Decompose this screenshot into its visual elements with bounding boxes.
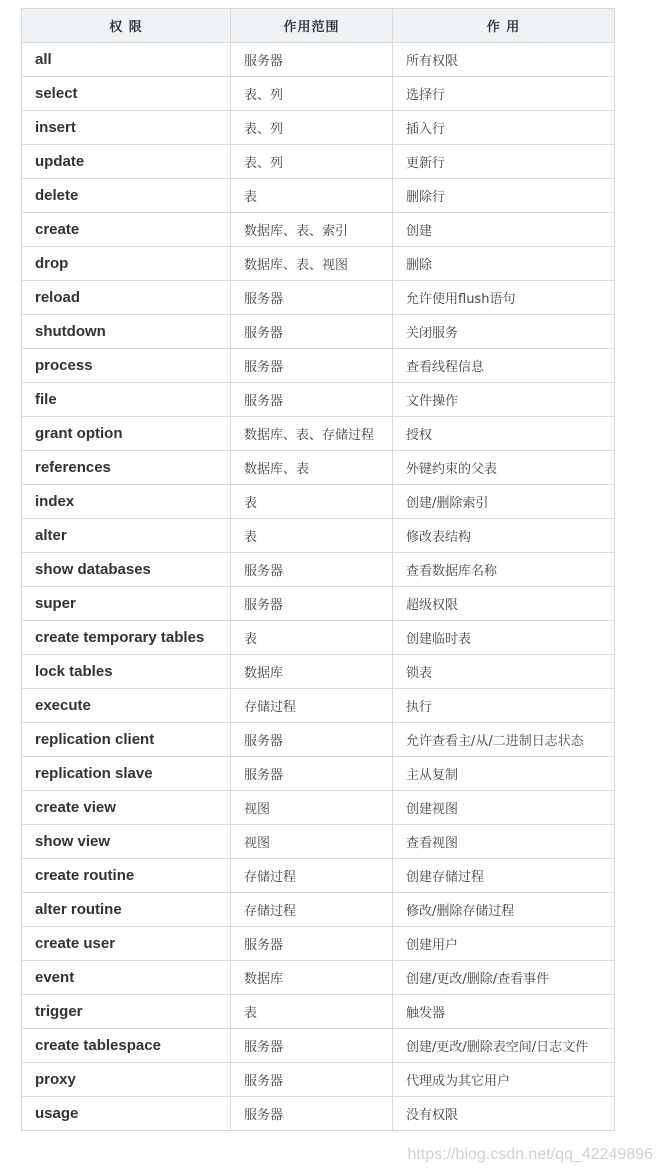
table-row xyxy=(22,723,615,757)
table-row xyxy=(22,417,615,451)
cell-scope: 服务器 xyxy=(231,281,393,315)
table-row xyxy=(22,1097,615,1131)
table-row xyxy=(22,859,615,893)
cell-privilege: show databases xyxy=(22,553,231,587)
cell-function: 外键约束的父表 xyxy=(393,451,615,485)
cell-scope: 数据库、表、索引 xyxy=(231,213,393,247)
cell-privilege: alter xyxy=(22,519,231,553)
table-row xyxy=(22,791,615,825)
cell-privilege: super xyxy=(22,587,231,621)
cell-scope: 服务器 xyxy=(231,383,393,417)
cell-scope: 数据库、表、存储过程 xyxy=(231,417,393,451)
table-row xyxy=(22,179,615,213)
table-row xyxy=(22,927,615,961)
table-row xyxy=(22,485,615,519)
cell-scope: 数据库 xyxy=(231,961,393,995)
table-row xyxy=(22,519,615,553)
cell-function: 查看数据库名称 xyxy=(393,553,615,587)
table-header xyxy=(22,9,615,43)
cell-function: 允许使用flush语句 xyxy=(393,281,615,315)
cell-function: 创建 xyxy=(393,213,615,247)
cell-privilege: create temporary tables xyxy=(22,621,231,655)
cell-scope: 服务器 xyxy=(231,723,393,757)
cell-function: 没有权限 xyxy=(393,1097,615,1131)
table-row xyxy=(22,213,615,247)
cell-privilege: grant option xyxy=(22,417,231,451)
cell-privilege: create tablespace xyxy=(22,1029,231,1063)
cell-scope: 服务器 xyxy=(231,927,393,961)
cell-privilege: event xyxy=(22,961,231,995)
table-row xyxy=(22,145,615,179)
cell-scope: 数据库、表、视图 xyxy=(231,247,393,281)
cell-scope: 表 xyxy=(231,179,393,213)
cell-function: 执行 xyxy=(393,689,615,723)
cell-privilege: process xyxy=(22,349,231,383)
cell-function: 所有权限 xyxy=(393,43,615,77)
cell-privilege: references xyxy=(22,451,231,485)
cell-function: 主从复制 xyxy=(393,757,615,791)
cell-scope: 表、列 xyxy=(231,77,393,111)
cell-function: 插入行 xyxy=(393,111,615,145)
cell-privilege: reload xyxy=(22,281,231,315)
table-row xyxy=(22,757,615,791)
cell-function: 触发器 xyxy=(393,995,615,1029)
table-row xyxy=(22,281,615,315)
table-row xyxy=(22,451,615,485)
cell-privilege: show view xyxy=(22,825,231,859)
cell-scope: 服务器 xyxy=(231,43,393,77)
cell-scope: 服务器 xyxy=(231,1063,393,1097)
table-body xyxy=(22,43,615,1131)
cell-scope: 视图 xyxy=(231,791,393,825)
cell-function: 查看线程信息 xyxy=(393,349,615,383)
privileges-table xyxy=(21,8,615,1131)
cell-scope: 服务器 xyxy=(231,1029,393,1063)
cell-scope: 服务器 xyxy=(231,315,393,349)
cell-privilege: insert xyxy=(22,111,231,145)
table-row xyxy=(22,1063,615,1097)
table-row xyxy=(22,247,615,281)
cell-function: 创建视图 xyxy=(393,791,615,825)
cell-function: 创建/更改/删除/查看事件 xyxy=(393,961,615,995)
header-function: 作 用 xyxy=(393,9,615,43)
table-row xyxy=(22,77,615,111)
cell-privilege: alter routine xyxy=(22,893,231,927)
cell-function: 修改表结构 xyxy=(393,519,615,553)
cell-scope: 表、列 xyxy=(231,111,393,145)
cell-function: 关闭服务 xyxy=(393,315,615,349)
cell-scope: 表 xyxy=(231,519,393,553)
table-row xyxy=(22,587,615,621)
cell-function: 删除 xyxy=(393,247,615,281)
cell-privilege: select xyxy=(22,77,231,111)
table-row xyxy=(22,825,615,859)
cell-scope: 表 xyxy=(231,621,393,655)
cell-function: 选择行 xyxy=(393,77,615,111)
cell-function: 查看视图 xyxy=(393,825,615,859)
cell-privilege: create xyxy=(22,213,231,247)
cell-scope: 表、列 xyxy=(231,145,393,179)
cell-function: 创建用户 xyxy=(393,927,615,961)
cell-privilege: execute xyxy=(22,689,231,723)
cell-function: 文件操作 xyxy=(393,383,615,417)
cell-scope: 数据库、表 xyxy=(231,451,393,485)
cell-privilege: shutdown xyxy=(22,315,231,349)
cell-scope: 服务器 xyxy=(231,349,393,383)
table-row xyxy=(22,315,615,349)
cell-scope: 视图 xyxy=(231,825,393,859)
table-row xyxy=(22,689,615,723)
cell-function: 创建/删除索引 xyxy=(393,485,615,519)
cell-scope: 存储过程 xyxy=(231,893,393,927)
cell-privilege: lock tables xyxy=(22,655,231,689)
cell-scope: 存储过程 xyxy=(231,689,393,723)
table-row xyxy=(22,43,615,77)
cell-privilege: trigger xyxy=(22,995,231,1029)
cell-function: 授权 xyxy=(393,417,615,451)
cell-scope: 表 xyxy=(231,485,393,519)
cell-function: 允许查看主/从/二进制日志状态 xyxy=(393,723,615,757)
cell-privilege: create view xyxy=(22,791,231,825)
cell-function: 创建存储过程 xyxy=(393,859,615,893)
cell-function: 超级权限 xyxy=(393,587,615,621)
cell-function: 更新行 xyxy=(393,145,615,179)
cell-privilege: file xyxy=(22,383,231,417)
watermark: https://blog.csdn.net/qq_42249896 xyxy=(407,1146,653,1163)
cell-privilege: delete xyxy=(22,179,231,213)
header-privilege: 权 限 xyxy=(22,9,231,43)
cell-scope: 服务器 xyxy=(231,757,393,791)
cell-privilege: replication slave xyxy=(22,757,231,791)
table-row xyxy=(22,621,615,655)
cell-privilege: update xyxy=(22,145,231,179)
table-row xyxy=(22,111,615,145)
table-row xyxy=(22,995,615,1029)
cell-scope: 存储过程 xyxy=(231,859,393,893)
cell-privilege: usage xyxy=(22,1097,231,1131)
cell-privilege: create routine xyxy=(22,859,231,893)
cell-scope: 服务器 xyxy=(231,587,393,621)
cell-scope: 服务器 xyxy=(231,553,393,587)
cell-function: 创建临时表 xyxy=(393,621,615,655)
cell-scope: 服务器 xyxy=(231,1097,393,1131)
table-row xyxy=(22,383,615,417)
cell-privilege: proxy xyxy=(22,1063,231,1097)
table-row xyxy=(22,655,615,689)
cell-function: 修改/删除存储过程 xyxy=(393,893,615,927)
header-row xyxy=(22,9,615,43)
cell-privilege: create user xyxy=(22,927,231,961)
cell-scope: 数据库 xyxy=(231,655,393,689)
header-scope: 作用范围 xyxy=(231,9,393,43)
table-row xyxy=(22,961,615,995)
cell-scope: 表 xyxy=(231,995,393,1029)
cell-privilege: drop xyxy=(22,247,231,281)
table-row xyxy=(22,349,615,383)
cell-function: 删除行 xyxy=(393,179,615,213)
cell-privilege: all xyxy=(22,43,231,77)
cell-privilege: replication client xyxy=(22,723,231,757)
cell-privilege: index xyxy=(22,485,231,519)
table-row xyxy=(22,893,615,927)
table-row xyxy=(22,553,615,587)
cell-function: 代理成为其它用户 xyxy=(393,1063,615,1097)
cell-function: 创建/更改/删除表空间/日志文件 xyxy=(393,1029,615,1063)
cell-function: 锁表 xyxy=(393,655,615,689)
table-row xyxy=(22,1029,615,1063)
